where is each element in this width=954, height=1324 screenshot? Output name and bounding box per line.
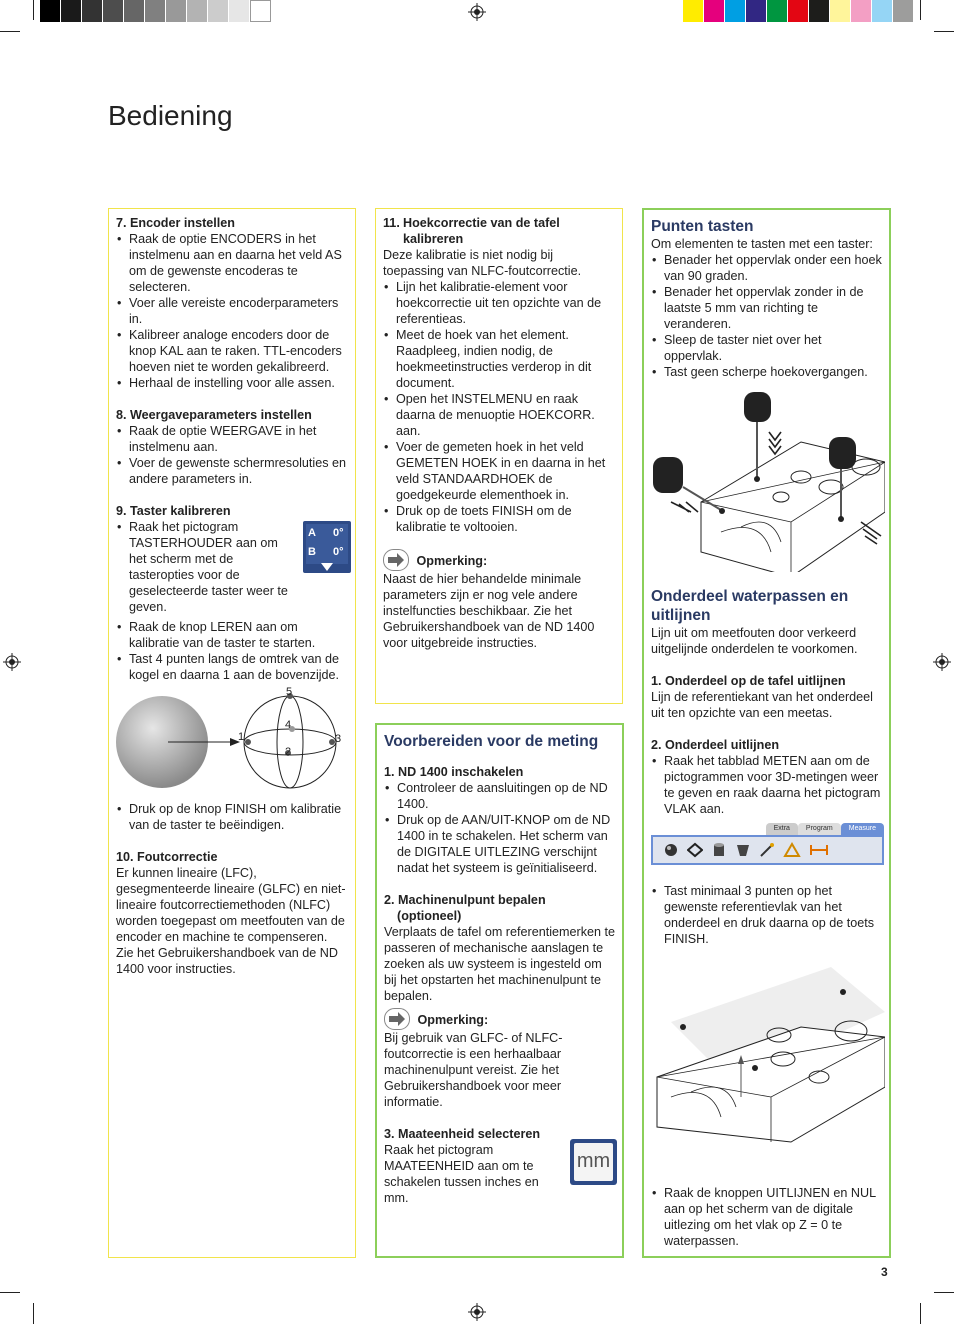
cylinder-icon[interactable] — [711, 842, 727, 858]
probe-wand-icon[interactable] — [759, 842, 775, 858]
section-10-title: 10. Foutcorrectie — [116, 850, 218, 864]
point-label-3: 3 — [335, 733, 342, 745]
list-item: • Druk op de knop FINISH om kalibratie van de taster te beëindigen. — [116, 801, 348, 833]
prep-step-2-title-b: (optioneel) — [397, 909, 462, 923]
column-1-box — [108, 208, 356, 1258]
distance-icon[interactable] — [809, 842, 829, 858]
align-step-1-text: Lijn de referentiekant van het onderdeel uit ten opzichte van een meetas. — [651, 690, 873, 720]
axis-a-value: 0° — [333, 527, 344, 539]
note-text: Bij gebruik van GLFC- of NLFC-foutcorrectie is een herhaalbaar machinenulpunt vereist. Zie het Gebruikershandboek voor meer informatie. — [384, 1031, 563, 1109]
registration-mark-right — [933, 653, 951, 671]
section-11-title-b: kalibreren — [403, 232, 464, 246]
page-title: Bediening — [108, 100, 233, 131]
registration-mark-left — [3, 653, 21, 671]
crop-mark — [934, 1292, 954, 1293]
list-item: • Druk op de toets FINISH om de kalibratie te voltooien. — [383, 503, 615, 535]
section-9-list-c — [116, 801, 348, 833]
list-item: • Raak het tabblad METEN aan om de pictogrammen voor 3D-metingen weer te geven en raak daarna het pictogram VLAK aan. — [651, 753, 882, 817]
section-11-title — [383, 215, 615, 247]
list-item: • Herhaal de instelling voor alle assen. — [116, 375, 348, 391]
crop-mark — [33, 1303, 34, 1324]
crop-mark — [0, 1292, 20, 1293]
calibration-swatch — [746, 0, 767, 22]
probing-title: Punten tasten — [651, 218, 754, 235]
section-8-title: 8. Weergaveparameters instellen — [116, 408, 312, 422]
section-11-text: Deze kalibratie is niet nodig bij toepassing van NLFC-foutcorrectie. — [383, 248, 582, 278]
align-step-2-list — [651, 753, 882, 817]
list-item: • Raak de optie ENCODERS in het instelmenu aan en daarna het veld AS om de gewenste encoderas te selecteren. — [116, 231, 348, 295]
calibration-swatch — [809, 0, 830, 22]
calibration-swatch — [61, 0, 82, 22]
align-step-2-title: 2. Onderdeel uitlijnen — [651, 738, 780, 752]
section-10-text: Er kunnen lineaire (LFC), gesegmenteerde lineaire (GLFC) en niet-lineaire foutcorrectiemethoden (NLFC) worden toegepast om meetfouten van de encoder en machine te compenseren. Zie het Gebruikershandboek van de ND 1400 voor instructies. — [116, 866, 346, 976]
gray-calibration-bar — [40, 0, 271, 22]
prep-step-2-title — [384, 892, 615, 924]
prep-title: Voorbereiden voor de meting — [384, 733, 599, 750]
point-label-2: 2 — [285, 746, 292, 758]
axis-b-value: 0° — [333, 546, 344, 558]
align-step-2-list-c — [651, 1185, 882, 1249]
calibration-swatch — [683, 0, 704, 22]
list-item: • Voer alle vereiste encoderparameters in. — [116, 295, 348, 327]
align-step-2-list-b — [651, 883, 882, 947]
toolbar-tabs — [766, 823, 884, 835]
list-item: • Raak de knop LEREN aan om kalibratie van de taster te starten. — [116, 619, 348, 651]
prep-step-1-list — [384, 780, 615, 876]
plane-icon[interactable] — [687, 842, 703, 858]
section-7-list — [116, 231, 348, 391]
list-item: • Tast minimaal 3 punten op het gewenste referentievlak van het onderdeel en druk daarna op de toets FINISH. — [651, 883, 882, 947]
page-number: 3 — [881, 1265, 888, 1279]
crop-mark — [0, 31, 20, 32]
measure-toolbar — [651, 823, 884, 865]
point-label-4: 4 — [285, 719, 292, 731]
axis-a-label: A — [308, 527, 316, 539]
crop-mark — [920, 1303, 921, 1324]
calibration-swatch — [788, 0, 809, 22]
section-7-title: 7. Encoder instellen — [116, 216, 235, 230]
list-item: • Kalibreer analoge encoders door de knop KAL aan te raken. TTL-encoders hoeven niet te worden gekalibreerd. — [116, 327, 348, 375]
section-11-list — [383, 279, 615, 535]
arrow-note-icon — [384, 1008, 410, 1030]
list-item: • Benader het oppervlak onder een hoek van 90 graden. — [651, 252, 882, 284]
unit-icon — [570, 1139, 617, 1185]
leveling-text: Lijn uit om meetfouten door verkeerd uitgelijnde onderdelen te voorkomen. — [651, 626, 858, 656]
toolbar-icon-row — [651, 835, 884, 865]
calibration-swatch — [82, 0, 103, 22]
registration-mark-top — [468, 3, 486, 21]
prep-step-2-title-a: 2. Machinenulpunt bepalen — [384, 893, 546, 907]
angle-icon[interactable] — [783, 842, 801, 858]
axis-b-label: B — [308, 546, 316, 558]
section-11-number: 11. — [383, 216, 400, 230]
list-item: • Voer de gemeten hoek in het veld GEMETEN HOEK in en daarna in het veld STANDAARDHOEK de goedgekeurde elementhoek in. — [383, 439, 615, 503]
leveling-title: Onderdeel waterpassen en uitlijnen — [651, 588, 849, 624]
cone-icon[interactable] — [735, 842, 751, 858]
align-step-1-title: 1. Onderdeel op de tafel uitlijnen — [651, 674, 846, 688]
calibration-swatch — [767, 0, 788, 22]
prep-step-3-title: 3. Maateenheid selecteren — [384, 1127, 541, 1141]
sphere-icon[interactable] — [663, 842, 679, 858]
crop-mark — [920, 0, 921, 20]
calibration-swatch — [208, 0, 229, 22]
calibration-swatch — [229, 0, 250, 22]
calibration-swatch — [725, 0, 746, 22]
list-item: • Voer de gewenste schermresoluties en andere parameters in. — [116, 455, 348, 487]
section-8-list — [116, 423, 348, 487]
probe-holder-icon — [303, 521, 351, 573]
tab-extra[interactable]: Extra — [766, 823, 798, 835]
calibration-swatch — [103, 0, 124, 22]
probe-tip-icon — [321, 563, 333, 572]
list-item: • Raak het pictogram TASTERHOUDER aan om het scherm met de tasteropties voor de geselecteerde taster weer te geven. — [116, 519, 291, 615]
calibration-swatch — [893, 0, 914, 22]
color-calibration-bar — [683, 0, 914, 22]
calibration-swatch — [166, 0, 187, 22]
section-9-list-b — [116, 619, 348, 683]
prep-step-2-text: Verplaats de tafel om referentiemerken te passeren of mechanische aanslagen te zoeken als uw systeem is ingesteld om bij het opstarten het machinenulpunt te bepalen. — [384, 925, 616, 1003]
calibration-swatch — [250, 0, 271, 22]
calibration-swatch — [851, 0, 872, 22]
list-item: • Druk op de AAN/UIT-KNOP om de ND 1400 in te schakelen. Het scherm van de DIGITALE UITLEZING verschijnt nadat het systeem is geïnitialiseerd. — [384, 812, 615, 876]
probing-text: Om elementen te tasten met een taster: — [651, 237, 873, 251]
plane-alignment-illustration — [651, 967, 885, 1167]
section-11-title-a: Hoekcorrectie van de tafel — [403, 216, 560, 230]
column-2-bottom-box — [375, 723, 624, 1258]
list-item: • Lijn het kalibratie-element voor hoekcorrectie uit ten opzichte van de referentieas. — [383, 279, 615, 327]
note-text: Naast de hier behandelde minimale parameters zijn er nog vele andere instelfuncties beschikbaar. Zie het Gebruikershandboek van de ND 1400 voor uitgebreide instructies. — [383, 572, 595, 650]
point-label-1: 1 — [238, 731, 245, 743]
list-item: • Benader het oppervlak zonder in de laatste 5 mm van richting te veranderen. — [651, 284, 882, 332]
probing-illustration — [651, 392, 885, 572]
point-label-5: 5 — [286, 687, 293, 698]
registration-mark-bottom — [468, 1303, 486, 1321]
list-item: • Raak de optie WEERGAVE in het instelmenu aan. — [116, 423, 348, 455]
tab-program[interactable]: Program — [798, 823, 841, 835]
calibration-swatch — [872, 0, 893, 22]
calibration-swatch — [704, 0, 725, 22]
list-item: • Meet de hoek van het element. Raadpleeg, indien nodig, de hoekmeetinstructies verderop in dit document. — [383, 327, 615, 391]
list-item: • Tast geen scherpe hoekovergangen. — [651, 364, 882, 380]
column-3-box — [642, 208, 891, 1258]
arrow-note-icon — [383, 549, 409, 571]
calibration-swatch — [145, 0, 166, 22]
calibration-swatch — [124, 0, 145, 22]
tab-measure[interactable]: Measure — [841, 823, 884, 835]
calibration-swatch — [40, 0, 61, 22]
note — [383, 549, 615, 571]
note — [384, 1008, 615, 1030]
crop-mark — [934, 31, 954, 32]
list-item: • Open het INSTELMENU en raak daarna de menuoptie HOEKCORR. aan. — [383, 391, 615, 439]
calibration-swatch — [830, 0, 851, 22]
section-9-list — [116, 519, 291, 615]
crop-mark — [33, 0, 34, 20]
prep-step-1-title: 1. ND 1400 inschakelen — [384, 765, 524, 779]
column-2-top-box — [375, 208, 623, 704]
calibration-sphere-diagram — [116, 687, 350, 797]
list-item: • Raak de knoppen UITLIJNEN en NUL aan op het scherm van de digitale uitlezing om het vlak op Z = 0 te waterpassen. — [651, 1185, 882, 1249]
prep-step-3-text: Raak het pictogram MAATEENHEID aan om te schakelen tussen inches en mm. — [384, 1143, 539, 1205]
sphere-wireframe — [244, 693, 336, 788]
list-item: • Controleer de aansluitingen op de ND 1400. — [384, 780, 615, 812]
section-9-title: 9. Taster kalibreren — [116, 504, 231, 518]
list-item: • Sleep de taster niet over het oppervlak. — [651, 332, 882, 364]
note-title: Opmerking: — [417, 1013, 489, 1027]
calibration-swatch — [187, 0, 208, 22]
note-title: Opmerking: — [416, 554, 488, 568]
list-item: • Tast 4 punten langs de omtrek van de kogel en daarna 1 aan de bovenzijde. — [116, 651, 348, 683]
unit-icon-label: mm — [576, 1150, 611, 1172]
probing-list — [651, 252, 882, 380]
